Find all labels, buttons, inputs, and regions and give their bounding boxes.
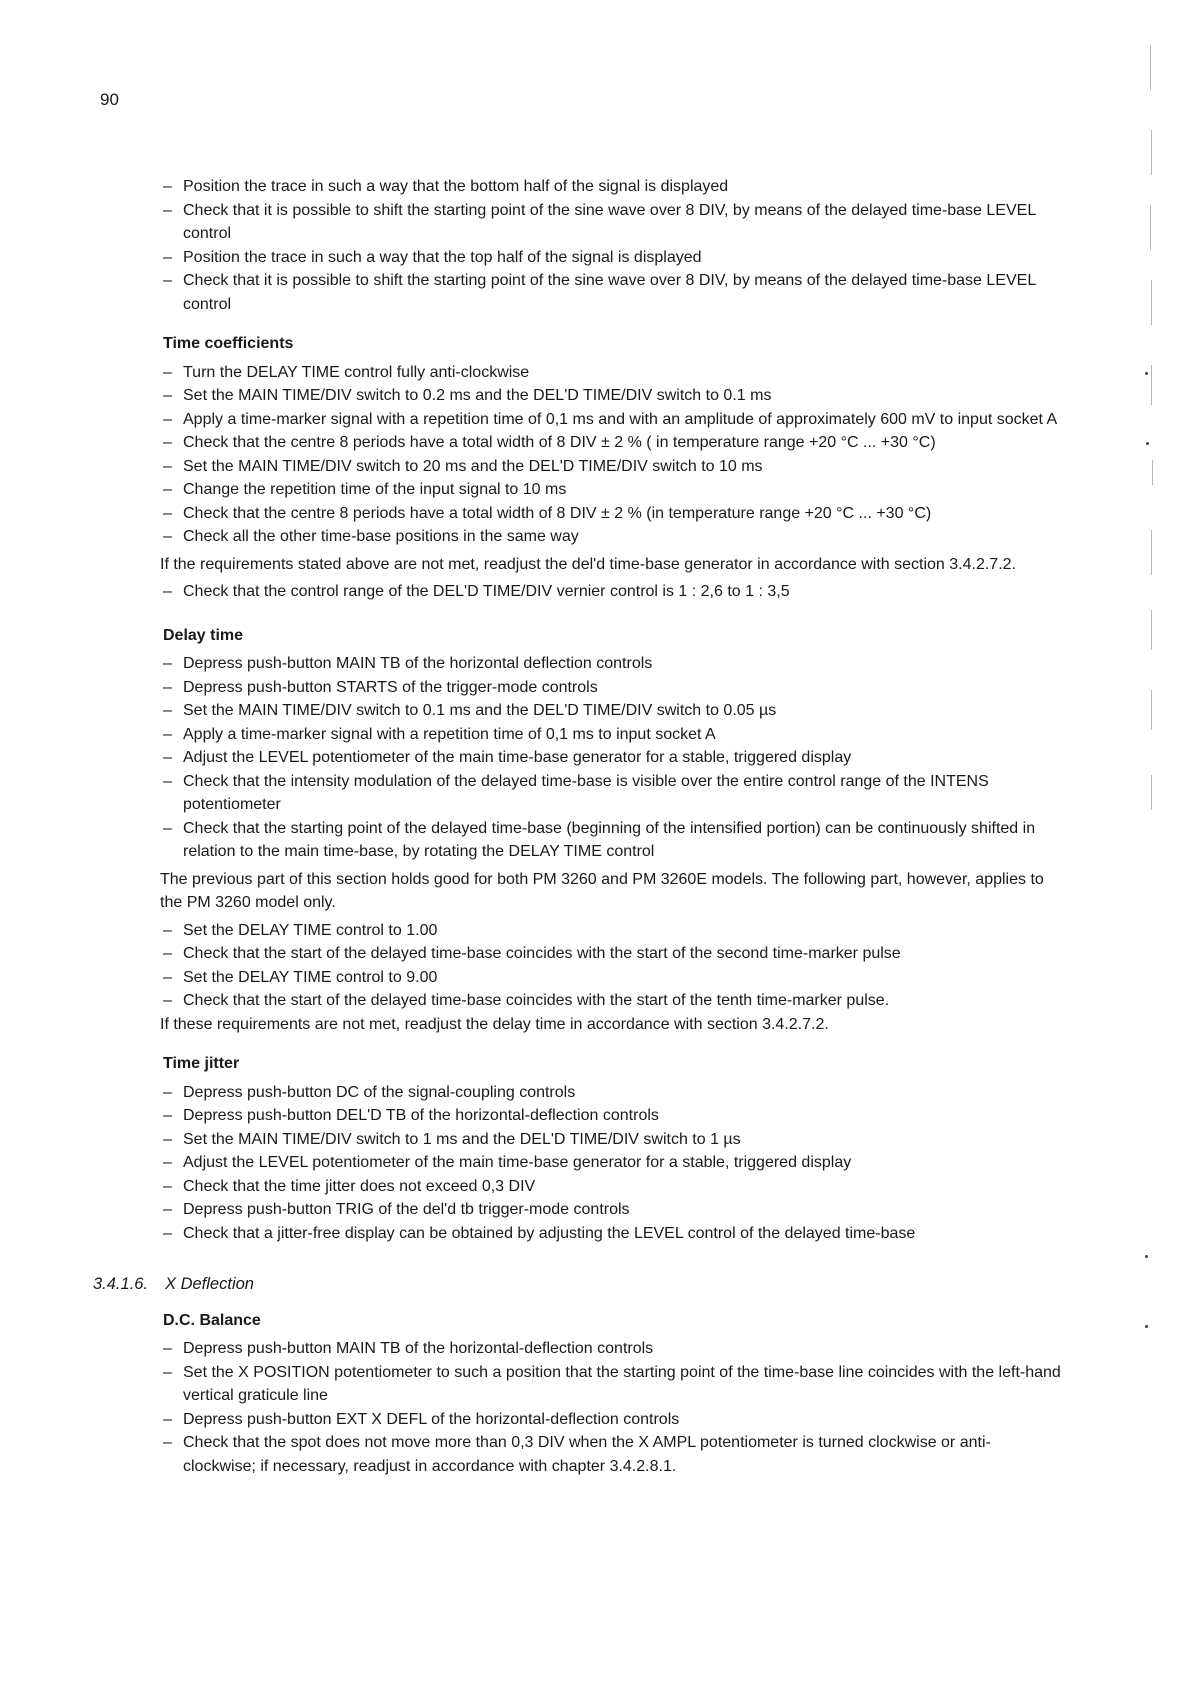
intro-list: [163, 175, 1063, 316]
list-item: – Turn the DELAY TIME control fully anti-clockwise: [163, 361, 1063, 385]
list-item: – Set the MAIN TIME/DIV switch to 0.2 ms and the DEL'D TIME/DIV switch to 0.1 ms: [163, 384, 1063, 408]
list-item: – Check that the centre 8 periods have a total width of 8 DIV ± 2 % (in temperature range +20 °C ... +30 °C): [163, 502, 1063, 526]
time-jitter-list: [163, 1081, 1063, 1246]
delay-time-list-2: [163, 919, 1063, 1013]
list-item: – Check that the starting point of the delayed time-base (beginning of the intensified portion) can be continuously shifted in relation to the main time-base, by rotating the DELAY TIME control: [163, 817, 1063, 864]
page-number: 90: [100, 90, 119, 109]
paragraph: The previous part of this section holds good for both PM 3260 and PM 3260E models. The following part, however, applies to the PM 3260 model only.: [160, 870, 1044, 911]
list-item: – Set the X POSITION potentiometer to such a position that the starting point of the time-base line coincides with the left-hand vertical graticule line: [163, 1361, 1063, 1408]
list-item: – Apply a time-marker signal with a repetition time of 0,1 ms to input socket A: [163, 723, 1063, 747]
list-item: – Check that the start of the delayed time-base coincides with the start of the tenth time-marker pulse.: [163, 989, 1063, 1013]
list-item: – Adjust the LEVEL potentiometer of the main time-base generator for a stable, triggered display: [163, 1151, 1063, 1175]
list-item: – Check that the control range of the DEL'D TIME/DIV vernier control is 1 : 2,6 to 1 : 3,5: [163, 580, 1063, 604]
list-item: – Check all the other time-base positions in the same way: [163, 525, 1063, 549]
section-number: 3.4.1.6.: [93, 1275, 149, 1293]
list-item: – Apply a time-marker signal with a repetition time of 0,1 ms and with an amplitude of approximately 600 mV to input socket A: [163, 408, 1063, 432]
list-item: – Check that it is possible to shift the starting point of the sine wave over 8 DIV, by means of the delayed time-base LEVEL control: [163, 269, 1063, 316]
list-item: – Check that the centre 8 periods have a total width of 8 DIV ± 2 % ( in temperature range +20 °C ... +30 °C): [163, 431, 1063, 455]
dc-balance-list: [163, 1337, 1063, 1478]
list-item: – Set the MAIN TIME/DIV switch to 20 ms and the DEL'D TIME/DIV switch to 10 ms: [163, 455, 1063, 479]
heading-time-coefficients: Time coefficients: [163, 335, 294, 352]
list-item: – Check that the intensity modulation of the delayed time-base is visible over the entire control range of the INTENS potentiometer: [163, 770, 1063, 817]
list-item: – Check that the time jitter does not exceed 0,3 DIV: [163, 1175, 1063, 1199]
paragraph: If these requirements are not met, readjust the delay time in accordance with section 3.4.2.7.2.: [160, 1015, 829, 1033]
page-content: [93, 175, 1063, 1478]
list-item: – Depress push-button TRIG of the del'd tb trigger-mode controls: [163, 1198, 1063, 1222]
section-title: [93, 1273, 1063, 1297]
section-name: X Deflection: [165, 1275, 254, 1293]
list-item: – Set the DELAY TIME control to 1.00: [163, 919, 1063, 943]
list-item: – Depress push-button DEL'D TB of the horizontal-deflection controls: [163, 1104, 1063, 1128]
delay-time-list: [163, 652, 1063, 864]
list-item: – Change the repetition time of the input signal to 10 ms: [163, 478, 1063, 502]
list-item: – Set the DELAY TIME control to 9.00: [163, 966, 1063, 990]
list-item: – Check that a jitter-free display can be obtained by adjusting the LEVEL control of the delayed time-base: [163, 1222, 1063, 1246]
list-item: – Depress push-button MAIN TB of the horizontal deflection controls: [163, 652, 1063, 676]
time-coefficients-list-2: [163, 580, 1063, 604]
list-item: – Depress push-button DC of the signal-coupling controls: [163, 1081, 1063, 1105]
list-item: – Check that the start of the delayed time-base coincides with the start of the second time-marker pulse: [163, 942, 1063, 966]
list-item: – Position the trace in such a way that the top half of the signal is displayed: [163, 246, 1063, 270]
heading-delay-time: Delay time: [163, 626, 244, 644]
margin-scan-marks: [1090, 0, 1190, 1683]
list-item: – Check that the spot does not move more than 0,3 DIV when the X AMPL potentiometer is turned clockwise or anti-clockwise; if necessary, readjust in accordance with chapter 3.4.2.8.1.: [163, 1431, 1063, 1478]
list-item: – Position the trace in such a way that the bottom half of the signal is displayed: [163, 175, 1063, 199]
time-coefficients-list: [163, 361, 1063, 549]
heading-dc-balance: D.C. Balance: [163, 1311, 261, 1329]
list-item: – Depress push-button MAIN TB of the horizontal-deflection controls: [163, 1337, 1063, 1361]
list-item: – Set the MAIN TIME/DIV switch to 1 ms and the DEL'D TIME/DIV switch to 1 µs: [163, 1128, 1063, 1152]
list-item: – Set the MAIN TIME/DIV switch to 0.1 ms and the DEL'D TIME/DIV switch to 0.05 µs: [163, 699, 1063, 723]
list-item: – Depress push-button STARTS of the trigger-mode controls: [163, 676, 1063, 700]
paragraph: If the requirements stated above are not met, readjust the del'd time-base generator in accordance with section 3.4.2.7.2.: [160, 555, 1016, 573]
list-item: – Depress push-button EXT X DEFL of the horizontal-deflection controls: [163, 1408, 1063, 1432]
list-item: – Adjust the LEVEL potentiometer of the main time-base generator for a stable, triggered display: [163, 746, 1063, 770]
list-item: – Check that it is possible to shift the starting point of the sine wave over 8 DIV, by means of the delayed time-base LEVEL control: [163, 199, 1063, 246]
heading-time-jitter: Time jitter: [163, 1055, 240, 1072]
